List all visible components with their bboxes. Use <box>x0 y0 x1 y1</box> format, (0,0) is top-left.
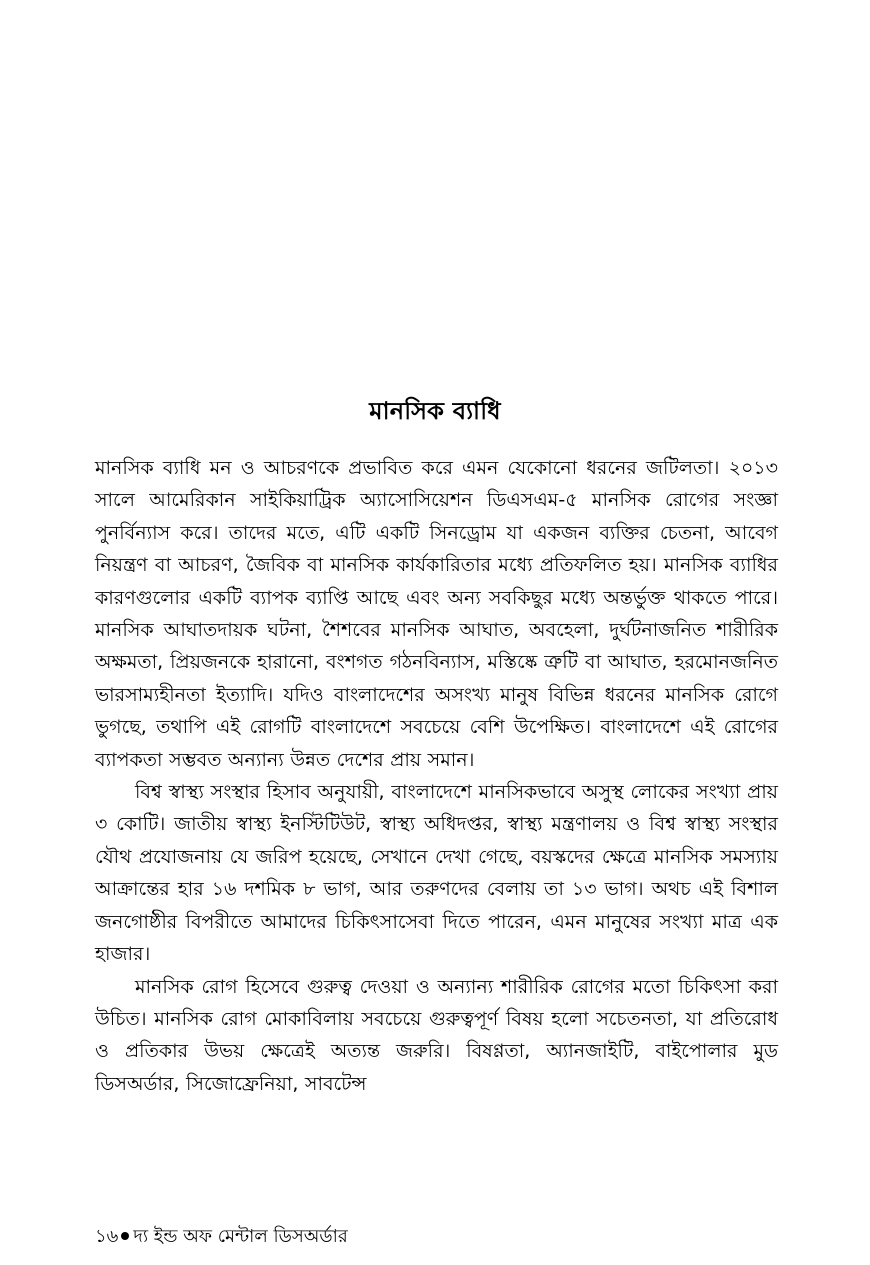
paragraph-3: মানসিক রোগ হিসেবে গুরুত্ব দেওয়া ও অন্যান্য শারীরিক রোগের মতো চিকিৎসা করা উচিত। মানসিক রোগ মোকাবিলায় সবচেয়ে গুরুত্বপূর্ণ বিষয় হলো সচেতনতা, যা প্রতিরোধ ও প্রতিকার উভয় ক্ষেত্রেই অত্যন্ত জরুরি। বিষণ্ণতা, অ্যানজাইটি, বাইপোলার মুড ডিসঅর্ডার, সিজোফ্রেনিয়া, সাবটেন্স <box>95 975 778 1095</box>
chapter-title: মানসিক ব্যাধি <box>369 397 501 426</box>
page-footer <box>95 1224 348 1250</box>
paragraph-2: বিশ্ব স্বাস্থ্য সংস্থার হিসাব অনুযায়ী, বাংলাদেশে মানসিকভাবে অসুস্থ লোকের সংখ্যা প্রায় ৩ কোটি। জাতীয় স্বাস্থ্য ইনস্টিটিউট, স্বাস্থ্য অধিদপ্তর, স্বাস্থ্য মন্ত্রণালয় ও বিশ্ব স্বাস্থ্য সংস্থার যৌথ প্রযোজনায় যে জরিপ হয়েছে, সেখানে দেখা গেছে, বয়স্কদের ক্ষেত্রে মানসিক সমস্যায় আক্রান্তের হার ১৬ দশমিক ৮ ভাগ, আর তরুণদের বেলায় তা ১৩ ভাগ। অথচ এই বিশাল জনগোষ্ঠীর বিপরীতে আমাদের চিকিৎসাসেবা দিতে পারেন, এমন মানুষের সংখ্যা মাত্র এক হাজার। <box>95 781 778 966</box>
paragraph-1: মানসিক ব্যাধি মন ও আচরণকে প্রভাবিত করে এমন যেকোনো ধরনের জটিলতা। ২০১৩ সালে আমেরিকান সাইকিয়াট্রিক অ্যাসোসিয়েশন ডিএসএম-৫ মানসিক রোগের সংজ্ঞা পুনর্বিন্যাস করে। তাদের মতে, এটি একটি সিনড্রোম যা একজন ব্যক্তির চেতনা, আবেগ নিয়ন্ত্রণ বা আচরণ, জৈবিক বা মানসিক কার্যকারিতার মধ্যে প্রতিফলিত হয়। মানসিক ব্যাধির কারণগুলোর একটি ব্যাপক ব্যাপ্তি আছে এবং অন্য সবকিছুর মধ্যে অন্তর্ভুক্ত থাকতে পারে। মানসিক আঘাতদায়ক ঘটনা, শৈশবের মানসিক আঘাত, অবহেলা, দুর্ঘটনাজনিত শারীরিক অক্ষমতা, প্রিয়জনকে হারানো, বংশগত গঠনবিন্যাস, মস্তিষ্কে ত্রুটি বা আঘাত, হরমোনজনিত ভারসাম্যহীনতা ইত্যাদি। যদিও বাংলাদেশের অসংখ্য মানুষ বিভিন্ন ধরনের মানসিক রোগে ভুগছে, তথাপি এই রোগটি বাংলাদেশে সবচেয়ে বেশি উপেক্ষিত। বাংলাদেশে এই রোগের ব্যাপকতা সম্ভবত অন্যান্য উন্নত দেশের প্রায় সমান। <box>95 457 778 771</box>
page-number: ১৬ <box>95 1226 119 1247</box>
running-book-title: দ্য ইন্ড অফ মেন্টাল ডিসঅর্ডার <box>133 1226 348 1247</box>
body-text <box>95 452 778 1100</box>
bullet-icon <box>121 1232 129 1240</box>
